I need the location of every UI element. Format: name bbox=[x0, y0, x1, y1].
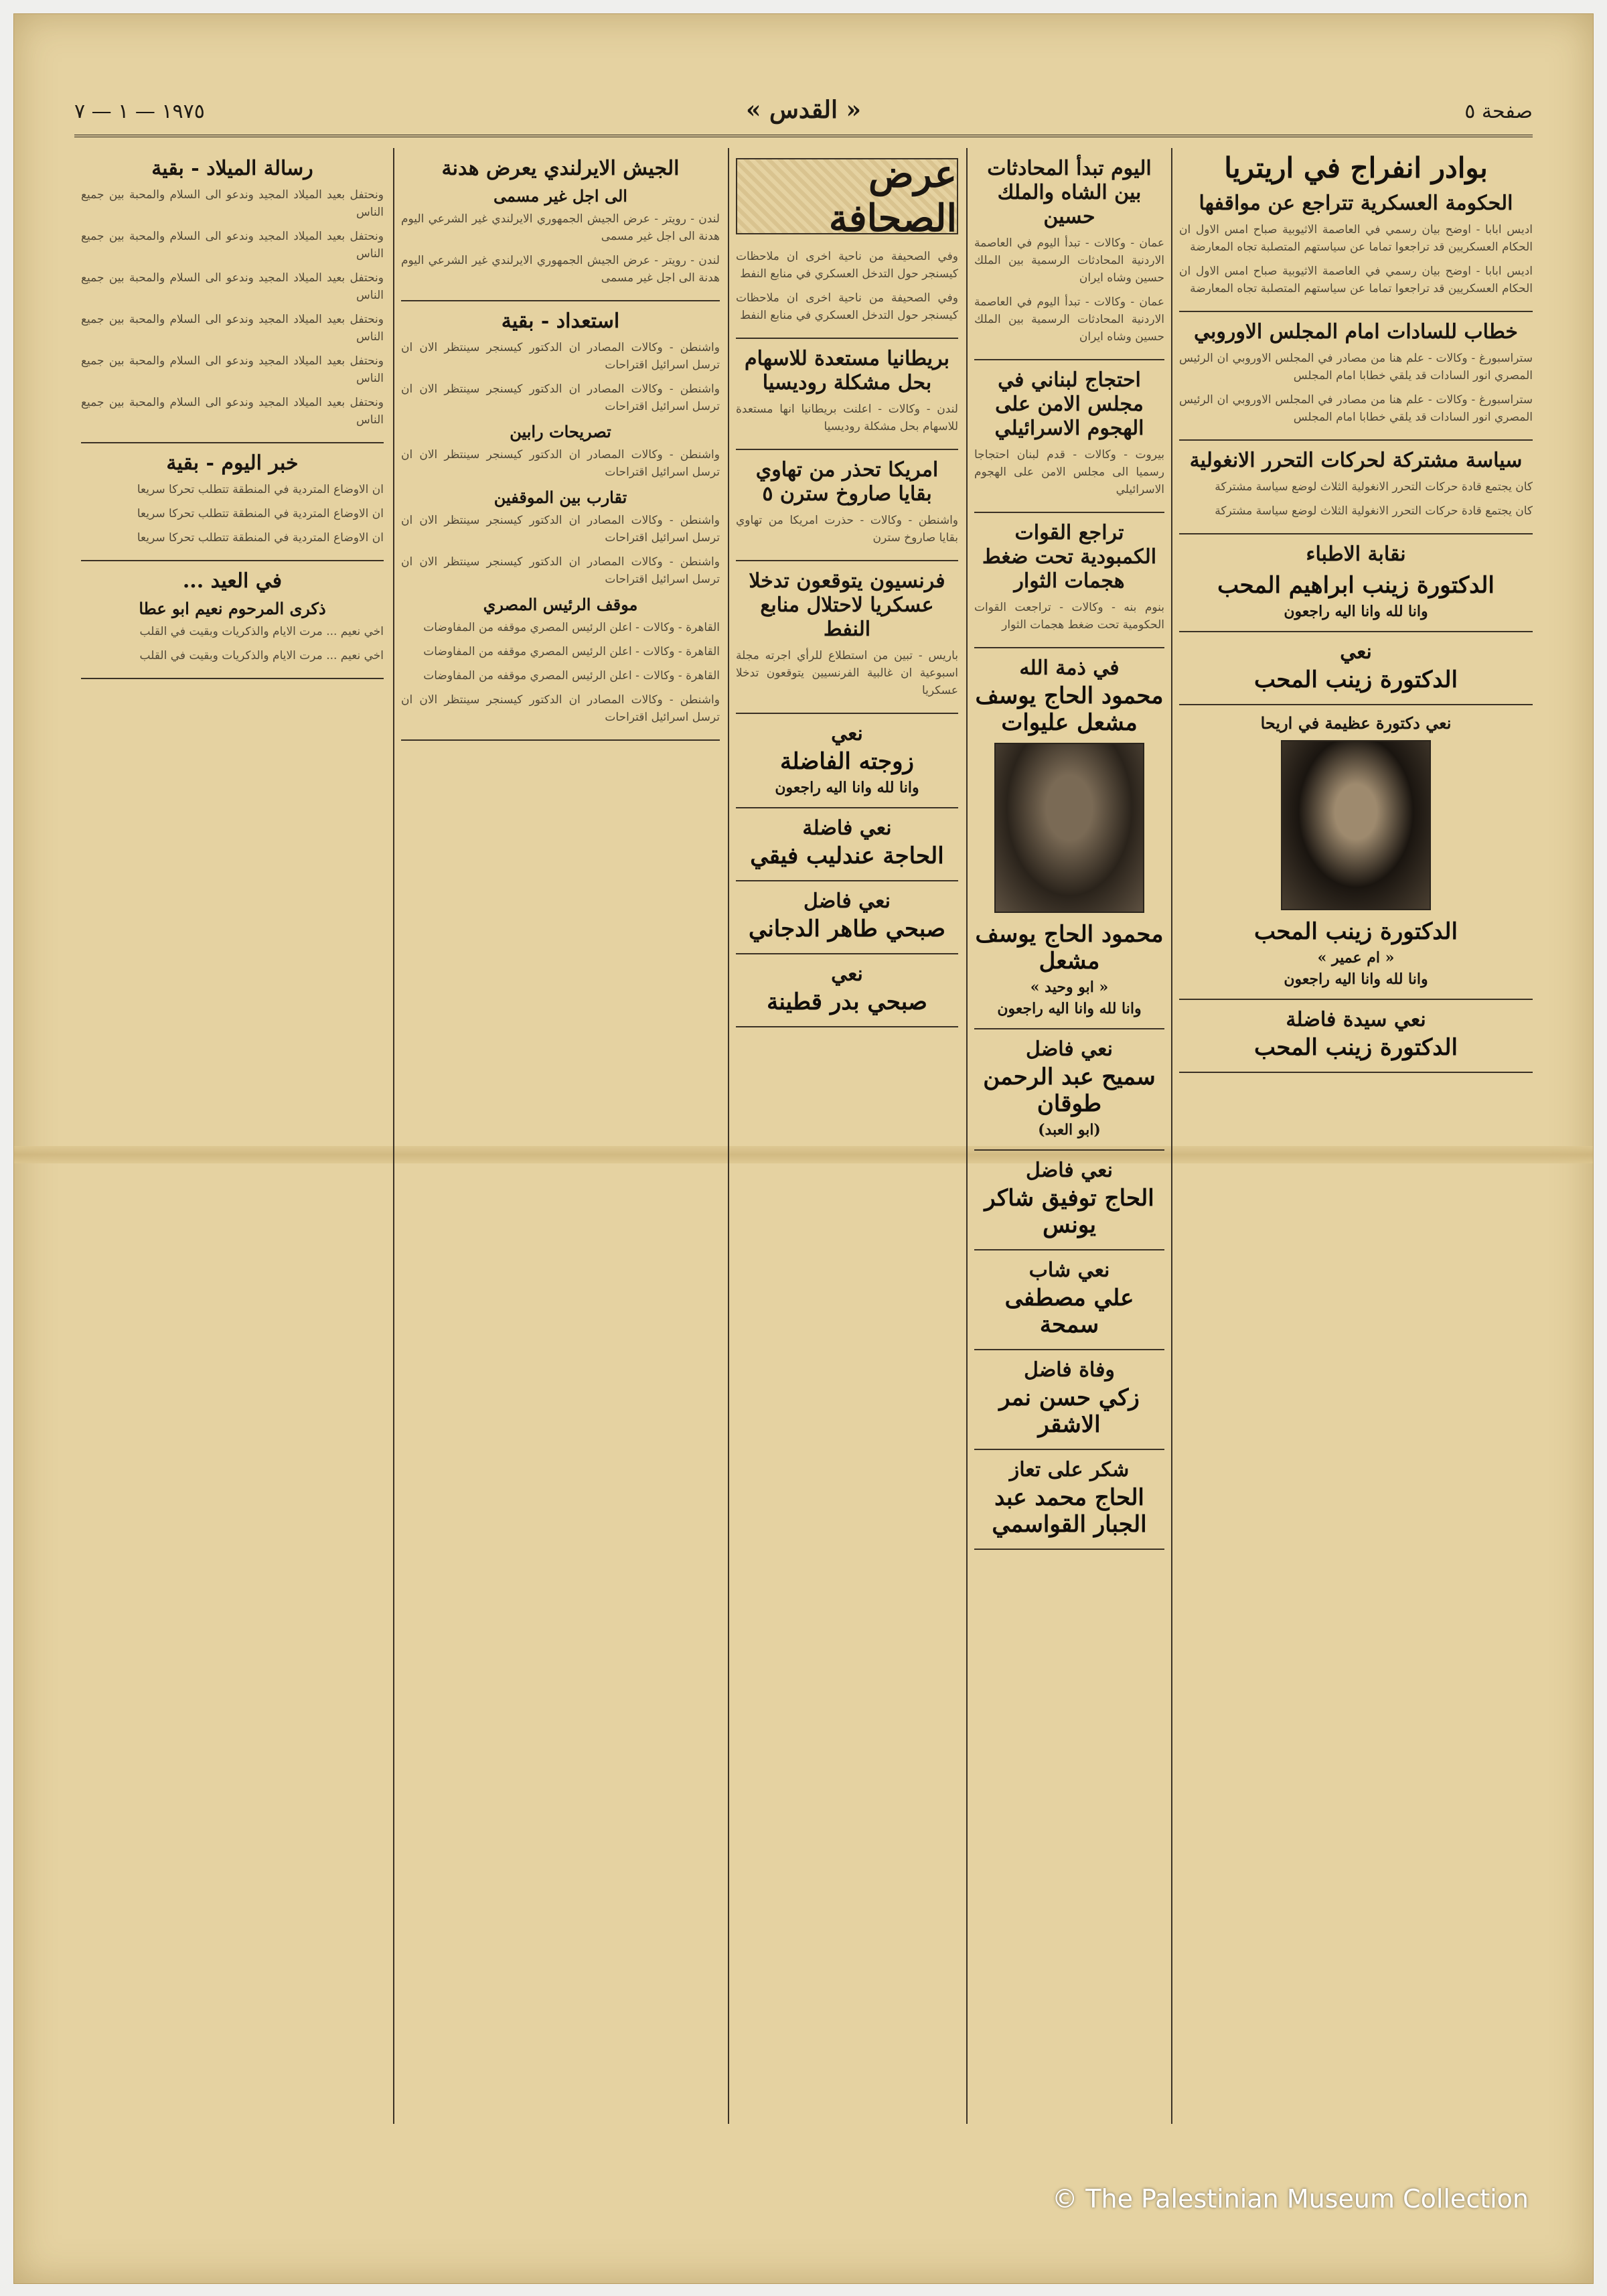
newspaper-page bbox=[13, 13, 1594, 2284]
column-rule bbox=[393, 148, 394, 2124]
memorial-name: ذكرى المرحوم نعيم ابو عطا bbox=[139, 599, 326, 618]
headline-angola: سياسة مشتركة لحركات التحرر الانغولية bbox=[1189, 449, 1523, 472]
obituary-name: زكي حسن نمر الاشقر bbox=[999, 1384, 1140, 1438]
memorial-notice bbox=[81, 569, 384, 679]
obituary-prefix: نعي شاب bbox=[1028, 1259, 1110, 1282]
subhead-president: موقف الرئيس المصري bbox=[483, 595, 638, 614]
obituary-alias: (ابو العبد) bbox=[1038, 1121, 1101, 1139]
obituary-prefix: نعي فاضل bbox=[1026, 1159, 1113, 1182]
doctor-name: الدكتورة زينب ابراهيم المحب bbox=[1217, 572, 1495, 599]
column-2 bbox=[974, 151, 1164, 2123]
notice-mourning bbox=[1179, 640, 1533, 705]
notice-title: نعي bbox=[831, 722, 863, 745]
article-text: اديس ابابا - اوضح بيان رسمي في العاصمة الاثيوبية صباح امس الاول ان الحكام العسكريين قد تراجعوا تماما عن سياستهم المتصلبة تجاه المعارضة bbox=[1179, 223, 1533, 254]
issue-date: ١٩٧٥ — ١ — ٧ bbox=[74, 100, 205, 123]
syndicate-title: نقابة الاطباء bbox=[1306, 543, 1406, 566]
obituary-samih bbox=[974, 1037, 1164, 1151]
column-3 bbox=[736, 151, 958, 2123]
headline-france: فرنسيون يتوقعون تدخلا عسكريا لاحتلال منابع النفط bbox=[749, 569, 945, 641]
headline-news-today: خبر اليوم - بقية bbox=[166, 451, 299, 475]
headline-irish-army: الجيش الايرلندي يعرض هدنة bbox=[441, 157, 680, 180]
obituary-prefix: نعي فاضل bbox=[1026, 1037, 1113, 1061]
article-lebanon bbox=[974, 368, 1164, 513]
column-rule bbox=[728, 148, 729, 2124]
article-news-today bbox=[81, 451, 384, 561]
notice-name: زوجته الفاضلة bbox=[780, 748, 914, 775]
article-text: لندن - رويتر - عرض الجيش الجمهوري الايرلندي غير الشرعي اليوم هدنة الى اجل غير مسمى bbox=[401, 212, 720, 243]
subhead-meeting: تقارب بين الموقفين bbox=[493, 488, 627, 507]
article-press-review bbox=[736, 248, 958, 339]
article-sadat-speech bbox=[1179, 320, 1533, 441]
article-britain bbox=[736, 347, 958, 450]
lady-notice-title: نعي سيدة فاضلة bbox=[1286, 1008, 1426, 1031]
article-text: واشنطن - وكالات المصادر ان الدكتور كيسنجر سينتظر الان ان ترسل اسرائيل اقتراحات bbox=[401, 448, 720, 479]
article-cambodia bbox=[974, 521, 1164, 648]
doctor-portrait-photo bbox=[1281, 740, 1431, 910]
notice-subhi-badr bbox=[736, 962, 958, 1027]
article-text: واشنطن - وكالات - حذرت امريكا من تهاوي بقايا صاروخ سترن bbox=[736, 514, 958, 545]
notice-subhi bbox=[736, 889, 958, 954]
headline-eritrea: بوادر انفراج في اريتريا bbox=[1224, 151, 1488, 184]
obituary-ali bbox=[974, 1259, 1164, 1350]
article-text: عمان - وكالات - تبدأ اليوم في العاصمة الاردنية المحادثات الرسمية بين الملك حسين وشاه ايران bbox=[974, 295, 1164, 344]
article-france bbox=[736, 569, 958, 714]
headline-sadat-speech: خطاب للسادات امام المجلس الاوروبي bbox=[1194, 320, 1518, 344]
obituary-alias: « ابو وحيد » bbox=[1030, 979, 1109, 996]
article-text: ونحتفل بعيد الميلاد المجيد وندعو الى السلام والمحبة بين جميع الناس bbox=[81, 188, 384, 219]
article-text: ونحتفل بعيد الميلاد المجيد وندعو الى السلام والمحبة بين جميع الناس bbox=[81, 271, 384, 302]
article-text: كان يجتمع قادة حركات التحرر الانغولية الثلاث لوضع سياسة مشتركة bbox=[1215, 504, 1533, 518]
subhead-irish-army: الى اجل غير مسمى bbox=[493, 186, 627, 206]
article-text: ونحتفل بعيد الميلاد المجيد وندعو الى السلام والمحبة بين جميع الناس bbox=[81, 396, 384, 427]
article-text: ان الاوضاع المتردية في المنطقة تتطلب تحركا سريعا bbox=[137, 507, 384, 520]
closing-verse: وانا لله وانا اليه راجعون bbox=[997, 1000, 1142, 1017]
doctor-name: الدكتورة زينب المحب bbox=[1254, 918, 1458, 945]
article-text: ونحتفل بعيد الميلاد المجيد وندعو الى السلام والمحبة بين جميع الناس bbox=[81, 230, 384, 261]
notice-syndicate bbox=[1179, 543, 1533, 632]
obituary-mahmoud bbox=[974, 656, 1164, 1029]
article-text: اديس ابابا - اوضح بيان رسمي في العاصمة الاثيوبية صباح امس الاول ان الحكام العسكريين قد تراجعوا تماما عن سياستهم المتصلبة تجاه المعارضة bbox=[1179, 265, 1533, 295]
article-text: ستراسبورغ - وكالات - علم هنا من مصادر في المجلس الاوروبي ان الرئيس المصري انور السادات قد يلقي خطابا امام المجلس bbox=[1179, 352, 1533, 382]
doctor-alias: « ام عمير » bbox=[1317, 949, 1395, 966]
article-ethiopia bbox=[1179, 151, 1533, 312]
notice-doctor-photo bbox=[1179, 713, 1533, 1000]
article-text: وفي الصحيفة من ناحية اخرى ان ملاحظات كيسنجر حول التدخل العسكري في منابع النفط bbox=[736, 291, 958, 322]
article-text: واشنطن - وكالات المصادر ان الدكتور كيسنجر سينتظر الان ان ترسل اسرائيل اقتراحات bbox=[401, 514, 720, 545]
article-america bbox=[736, 458, 958, 561]
lady-name: الدكتورة زينب المحب bbox=[1254, 1034, 1458, 1061]
headline-christmas: رسالة الميلاد - بقية bbox=[151, 157, 313, 180]
museum-watermark: © The Palestinian Museum Collection bbox=[1052, 2184, 1529, 2214]
doctor-name: الدكتورة زينب المحب bbox=[1254, 666, 1458, 693]
notice-name: صبحي طاهر الدجاني bbox=[748, 916, 946, 942]
masthead bbox=[74, 94, 1533, 137]
article-text: باريس - تبين من استطلاع للرأي اجرته مجلة اسبوعية ان غالبية الفرنسيين يتوقعون تدخلا عسكريا bbox=[736, 649, 958, 697]
obituary-name: محمود الحاج يوسف مشعل عليوات bbox=[975, 683, 1164, 736]
obituary-name: الحاج توفيق شاكر يونس bbox=[984, 1185, 1154, 1238]
obituary-name: علي مصطفى سمحة bbox=[1004, 1285, 1134, 1338]
article-shah-hussein bbox=[974, 157, 1164, 360]
column-rule bbox=[1171, 148, 1172, 2124]
obituary-zaki bbox=[974, 1358, 1164, 1450]
article-text: عمان - وكالات - تبدأ اليوم في العاصمة الاردنية المحادثات الرسمية بين الملك حسين وشاه ايران bbox=[974, 236, 1164, 285]
article-text: القاهرة - وكالات - اعلن الرئيس المصري موقفه من المفاوضات bbox=[423, 645, 720, 658]
article-text: بنوم بنه - وكالات - تراجعت القوات الحكومية تحت ضغط هجمات الثوار bbox=[974, 601, 1164, 632]
article-text: واشنطن - وكالات المصادر ان الدكتور كيسنجر سينتظر الان ان ترسل اسرائيل اقتراحات bbox=[401, 382, 720, 413]
obituary-name: سميح عبد الرحمن طوقان bbox=[983, 1064, 1156, 1117]
column-1 bbox=[1179, 151, 1533, 2123]
subhead-rabin: تصريحات رابين bbox=[510, 422, 611, 441]
article-text: القاهرة - وكالات - اعلن الرئيس المصري موقفه من المفاوضات bbox=[423, 621, 720, 634]
press-review-logo: عرض الصحافة bbox=[736, 158, 958, 234]
subhead-eritrea: الحكومة العسكرية تتراجع عن مواقفها bbox=[1199, 192, 1513, 215]
headline-britain: بريطانيا مستعدة للاسهام بحل مشكلة روديسيا bbox=[745, 347, 949, 394]
article-text: واشنطن - وكالات المصادر ان الدكتور كيسنجر سينتظر الان ان ترسل اسرائيل اقتراحات bbox=[401, 693, 720, 724]
man-portrait-photo bbox=[994, 743, 1144, 913]
headline-cambodia: تراجع القوات الكمبودية تحت ضغط هجمات الثوار bbox=[982, 521, 1157, 593]
memorial-title: في العيد ... bbox=[182, 569, 283, 593]
newspaper-name: « القدس » bbox=[745, 96, 862, 124]
obituary-tawfiq bbox=[974, 1159, 1164, 1250]
obituary-prefix: في ذمة الله bbox=[1019, 656, 1120, 680]
headline-america: امريكا تحذر من تهاوي بقايا صاروخ سترن ٥ bbox=[755, 458, 939, 506]
article-text: لندن - رويتر - عرض الجيش الجمهوري الايرلندي غير الشرعي اليوم هدنة الى اجل غير مسمى bbox=[401, 254, 720, 285]
headline-continued: استعداد - بقية bbox=[501, 309, 620, 333]
thanks-title: شكر على تعاز bbox=[1009, 1458, 1130, 1482]
thanks-name: الحاج محمد عبد الجبار القواسمي bbox=[992, 1484, 1147, 1538]
article-text: لندن - وكالات - اعلنت بريطانيا انها مستعدة للاسهام بحل مشكلة روديسيا bbox=[736, 403, 958, 433]
closing-verse: وانا لله وانا اليه راجعون bbox=[775, 779, 919, 796]
column-5 bbox=[81, 151, 384, 2123]
article-text: ونحتفل بعيد الميلاد المجيد وندعو الى السلام والمحبة بين جميع الناس bbox=[81, 313, 384, 344]
article-text: واشنطن - وكالات المصادر ان الدكتور كيسنجر سينتظر الان ان ترسل اسرائيل اقتراحات bbox=[401, 555, 720, 586]
closing-verse: وانا لله وانا اليه راجعون bbox=[1284, 603, 1428, 620]
article-text: بيروت - وكالات - قدم لبنان احتجاجا رسميا الى مجلس الامن على الهجوم الاسرائيلي bbox=[974, 448, 1164, 496]
article-continued bbox=[401, 309, 720, 741]
article-angola bbox=[1179, 449, 1533, 534]
article-text: ونحتفل بعيد الميلاد المجيد وندعو الى السلام والمحبة بين جميع الناس bbox=[81, 354, 384, 385]
notice-name: صبحي بدر قطينة bbox=[767, 989, 927, 1015]
column-rule bbox=[966, 148, 968, 2124]
thanks-notice bbox=[974, 1458, 1164, 1550]
article-text: كان يجتمع قادة حركات التحرر الانغولية الثلاث لوضع سياسة مشتركة bbox=[1215, 480, 1533, 494]
notice-lady bbox=[1179, 1008, 1533, 1073]
obituary-prefix: وفاة فاضل bbox=[1024, 1358, 1115, 1382]
closing-verse: وانا لله وانا اليه راجعون bbox=[1284, 971, 1428, 988]
article-text: وفي الصحيفة من ناحية اخرى ان ملاحظات كيسنجر حول التدخل العسكري في منابع النفط bbox=[736, 250, 958, 281]
headline-lebanon: احتجاج لبناني في مجلس الامن على الهجوم الاسرائيلي bbox=[994, 368, 1144, 440]
notice-title: نعي فاضلة bbox=[802, 816, 892, 840]
notice-name: الحاجة عندليب فيقي bbox=[750, 843, 944, 869]
column-4 bbox=[401, 151, 720, 2123]
headline-shah-hussein: اليوم تبدأ المحادثات بين الشاه والملك حسين bbox=[987, 157, 1152, 228]
article-text: ان الاوضاع المتردية في المنطقة تتطلب تحركا سريعا bbox=[137, 483, 384, 496]
doctor-notice-title: نعي دكتورة عظيمة في اريحا bbox=[1260, 713, 1452, 733]
article-text: ستراسبورغ - وكالات - علم هنا من مصادر في المجلس الاوروبي ان الرئيس المصري انور السادات قد يلقي خطابا امام المجلس bbox=[1179, 393, 1533, 424]
mourning-label: نعي bbox=[1340, 640, 1372, 664]
article-irish-army bbox=[401, 157, 720, 301]
article-text: واشنطن - وكالات المصادر ان الدكتور كيسنجر سينتظر الان ان ترسل اسرائيل اقتراحات bbox=[401, 341, 720, 372]
article-text: اخي نعيم ... مرت الايام والذكريات وبقيت في القلب bbox=[139, 649, 384, 662]
article-text: القاهرة - وكالات - اعلن الرئيس المصري موقفه من المفاوضات bbox=[423, 669, 720, 683]
article-christmas-letter bbox=[81, 157, 384, 443]
notice-andaleeb bbox=[736, 816, 958, 881]
notice-title: نعي فاضل bbox=[804, 889, 891, 913]
notice-title: نعي bbox=[831, 962, 863, 986]
page-number: صفحة ٥ bbox=[1464, 100, 1533, 123]
notice-wife bbox=[736, 722, 958, 808]
obituary-name: محمود الحاج يوسف مشعل bbox=[975, 921, 1164, 975]
article-text: اخي نعيم ... مرت الايام والذكريات وبقيت في القلب bbox=[139, 625, 384, 638]
article-text: ان الاوضاع المتردية في المنطقة تتطلب تحركا سريعا bbox=[137, 531, 384, 545]
